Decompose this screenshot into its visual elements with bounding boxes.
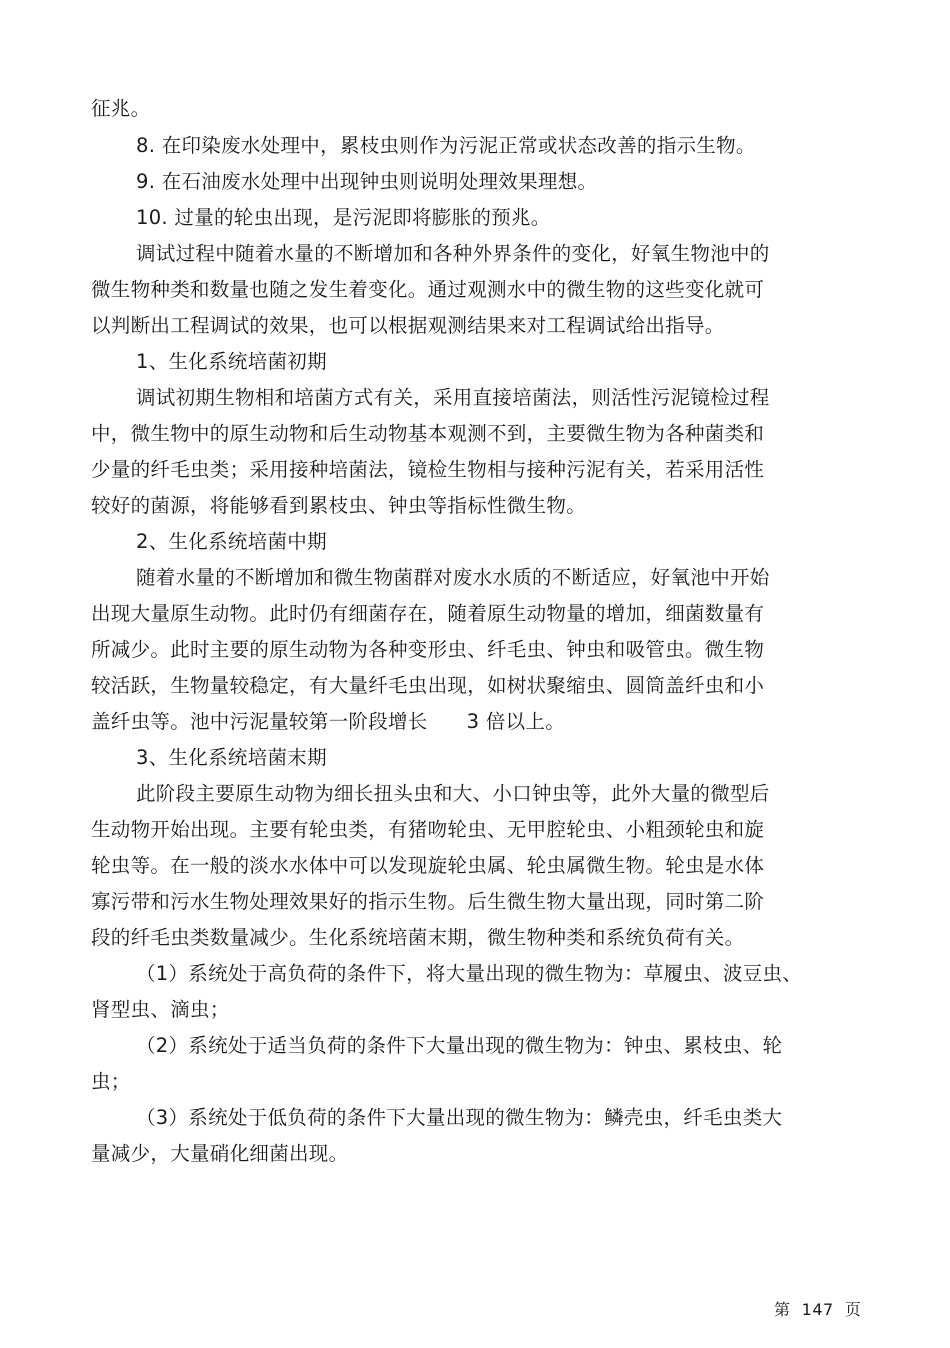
text-line: 微生物种类和数量也随之发生着变化。通过观测水中的微生物的这些变化就可 xyxy=(91,278,765,301)
text-line: 出现大量原生动物。此时仍有细菌存在，随着原生动物量的增加，细菌数量有 xyxy=(91,602,765,625)
text-line: 9. 在石油废水处理中出现钟虫则说明处理效果理想。 xyxy=(136,170,598,193)
text-line: 盖纤虫等。池中污泥量较第一阶段增长 3 倍以上。 xyxy=(91,710,565,733)
text-line: 10. 过量的轮虫出现，是污泥即将膨胀的预兆。 xyxy=(136,206,551,229)
text-line: 随着水量的不断增加和微生物菌群对废水水质的不断适应，好氧池中开始 xyxy=(136,566,770,589)
list-item-line: （1）系统处于高负荷的条件下，将大量出现的微生物为：草履虫、波豆虫、 xyxy=(136,962,803,985)
text-line: 中，微生物中的原生动物和后生动物基本观测不到，主要微生物为各种菌类和 xyxy=(91,422,765,445)
text-line: 以判断出工程调试的效果，也可以根据观测结果来对工程调试给出指导。 xyxy=(91,314,725,337)
text-line: 征兆。 xyxy=(91,97,151,120)
section-heading: 2、生化系统培菌中期 xyxy=(136,530,327,553)
text-line: 较好的菌源，将能够看到累枝虫、钟虫等指标性微生物。 xyxy=(91,494,587,517)
section-heading: 1、生化系统培菌初期 xyxy=(136,350,327,373)
text-line: 寡污带和污水生物处理效果好的指示生物。后生微生物大量出现，同时第二阶 xyxy=(91,890,765,913)
text-line: 8. 在印染废水处理中，累枝虫则作为污泥正常或状态改善的指示生物。 xyxy=(136,134,756,157)
list-item-line: 量减少，大量硝化细菌出现。 xyxy=(91,1142,349,1165)
page-number: 第 147 页 xyxy=(774,1300,862,1319)
section-heading: 3、生化系统培菌末期 xyxy=(136,746,327,769)
text-line: 少量的纤毛虫类；采用接种培菌法，镜检生物相与接种污泥有关，若采用活性 xyxy=(91,458,765,481)
text-line: 调试初期生物相和培菌方式有关，采用直接培菌法，则活性污泥镜检过程 xyxy=(136,386,770,409)
list-item-line: 肾型虫、滴虫； xyxy=(91,998,230,1021)
list-item-line: （3）系统处于低负荷的条件下大量出现的微生物为：鳞壳虫，纤毛虫类大 xyxy=(136,1106,783,1129)
text-line: 轮虫等。在一般的淡水水体中可以发现旋轮虫属、轮虫属微生物。轮虫是水体 xyxy=(91,854,765,877)
list-item-line: （2）系统处于适当负荷的条件下大量出现的微生物为：钟虫、累枝虫、轮 xyxy=(136,1034,783,1057)
text-line: 段的纤毛虫类数量减少。生化系统培菌末期，微生物种类和系统负荷有关。 xyxy=(91,926,745,949)
list-item-line: 虫； xyxy=(91,1070,131,1093)
text-line: 此阶段主要原生动物为细长扭头虫和大、小口钟虫等，此外大量的微型后 xyxy=(136,782,770,805)
text-line: 较活跃，生物量较稳定，有大量纤毛虫出现，如树状聚缩虫、圆筒盖纤虫和小 xyxy=(91,674,765,697)
text-line: 生动物开始出现。主要有轮虫类，有猪吻轮虫、无甲腔轮虫、小粗颈轮虫和旋 xyxy=(91,818,765,841)
text-line: 所减少。此时主要的原生动物为各种变形虫、纤毛虫、钟虫和吸管虫。微生物 xyxy=(91,638,765,661)
text-line: 调试过程中随着水量的不断增加和各种外界条件的变化，好氧生物池中的 xyxy=(136,242,770,265)
